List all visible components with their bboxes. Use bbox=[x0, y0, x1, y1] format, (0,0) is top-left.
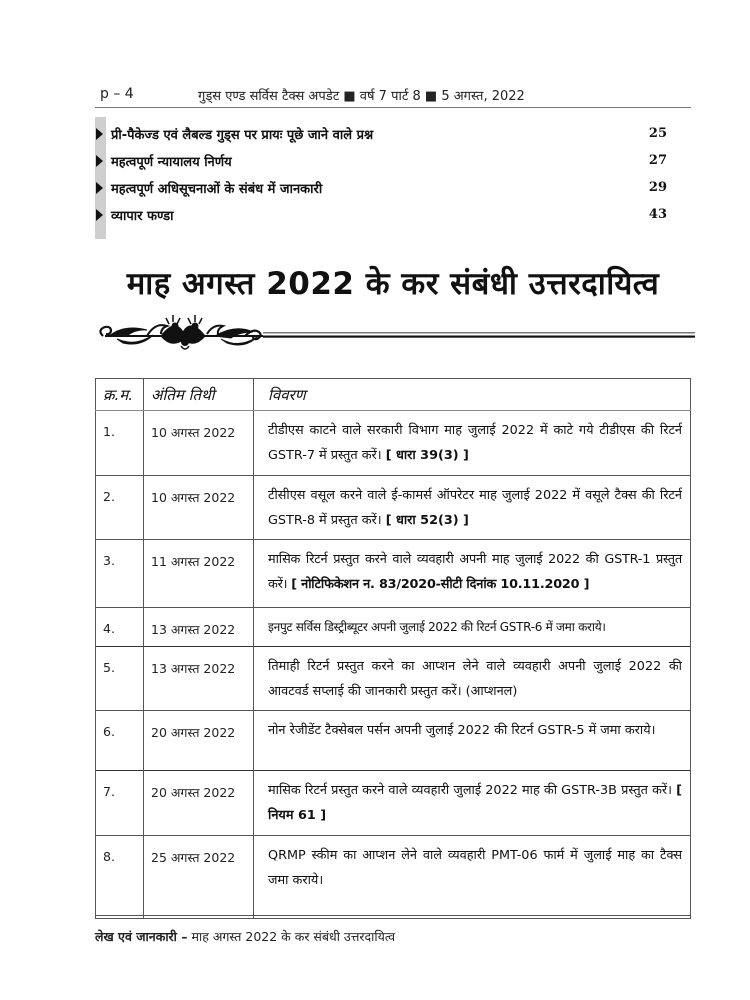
footer-section: लेख एवं जानकारी – bbox=[95, 929, 188, 944]
row-serial: 5. bbox=[96, 647, 144, 711]
row-date: 11 अगस्त 2022 bbox=[144, 540, 254, 608]
row-serial: 4. bbox=[96, 608, 144, 647]
row-reference: [ धारा 52(3) ] bbox=[385, 513, 469, 528]
row-date: 13 अगस्त 2022 bbox=[144, 608, 254, 647]
contents-item-label: महत्वपूर्ण न्यायालय निर्णय bbox=[111, 154, 232, 170]
row-date: 13 अगस्त 2022 bbox=[144, 647, 254, 711]
column-header-details: विवरण bbox=[254, 379, 691, 411]
triangle-right-icon bbox=[96, 155, 103, 167]
contents-item-page: 43 bbox=[648, 207, 667, 222]
table-row bbox=[96, 771, 691, 836]
contents-item[interactable] bbox=[95, 147, 667, 174]
ornamental-divider-icon bbox=[95, 312, 695, 356]
contents-item-label: प्री-पैकेज्ड एवं लैबल्ड गुड्स पर प्रायः पूछे जाने वाले प्रश्न bbox=[111, 127, 374, 143]
triangle-right-icon bbox=[96, 182, 103, 194]
row-date: 25 अगस्त 2022 bbox=[144, 836, 254, 919]
table-row bbox=[96, 411, 691, 476]
contents-item[interactable] bbox=[95, 174, 667, 201]
contents-list bbox=[95, 120, 667, 228]
triangle-right-icon bbox=[96, 209, 103, 221]
contents-item-page: 25 bbox=[648, 126, 667, 141]
column-header-serial: क्र.म. bbox=[96, 379, 144, 411]
contents-item-page: 29 bbox=[648, 180, 667, 195]
footer-title: माह अगस्त 2022 के कर संबंधी उत्तरदायित्व bbox=[191, 929, 396, 944]
row-date: 10 अगस्त 2022 bbox=[144, 476, 254, 540]
row-description: मासिक रिटर्न प्रस्तुत करने वाले व्यवहारी जुलाई 2022 माह की GSTR-3B प्रस्तुत करें। [ नियम 61 ] bbox=[254, 771, 691, 836]
row-date: 20 अगस्त 2022 bbox=[144, 771, 254, 836]
row-description: टीडीएस काटने वाले सरकारी विभाग माह जुलाई 2022 में काटे गये टीडीएस की रिटर्न GSTR-7 में प्रस्तुत करें। [ धारा 39(3) ] bbox=[254, 411, 691, 476]
row-serial: 7. bbox=[96, 771, 144, 836]
tax-duties-table bbox=[95, 378, 691, 919]
row-description: टीसीएस वसूल करने वाले ई-कामर्स ऑपरेटर माह जुलाई 2022 में वसूले टैक्स की रिटर्न GSTR-8 में प्रस्तुत करें। [ धारा 52(3) ] bbox=[254, 476, 691, 540]
table-row bbox=[96, 647, 691, 711]
table-header-row bbox=[96, 379, 691, 411]
publication-header: गुड्स एण्ड सर्विस टैक्स अपडेट ■ वर्ष 7 पार्ट 8 ■ 5 अगस्त, 2022 bbox=[198, 89, 525, 104]
column-header-last-date: अंतिम तिथी bbox=[144, 379, 254, 411]
contents-item[interactable] bbox=[95, 120, 667, 147]
row-description: नोन रेजीडेंट टैक्सेबल पर्सन अपनी जुलाई 2022 की रिटर्न GSTR-5 में जमा कराये। bbox=[254, 711, 691, 771]
row-date: 20 अगस्त 2022 bbox=[144, 711, 254, 771]
row-serial: 2. bbox=[96, 476, 144, 540]
row-reference: [ धारा 39(3) ] bbox=[385, 448, 469, 463]
triangle-right-icon bbox=[96, 128, 103, 140]
row-reference: [ नियम 61 ] bbox=[268, 783, 682, 823]
header-divider bbox=[95, 107, 691, 108]
footer-divider bbox=[95, 915, 691, 916]
table-row bbox=[96, 476, 691, 540]
table-row bbox=[96, 540, 691, 608]
row-description: इनपुट सर्विस डिस्ट्रीब्यूटर अपनी जुलाई 2022 की रिटर्न GSTR-6 में जमा कराये। bbox=[254, 608, 691, 647]
footer-caption bbox=[95, 928, 395, 945]
page-title: माह अगस्त 2022 के कर संबंधी उत्तरदायित्व bbox=[126, 266, 660, 302]
row-serial: 8. bbox=[96, 836, 144, 919]
row-description: मासिक रिटर्न प्रस्तुत करने वाले व्यवहारी अपनी माह जुलाई 2022 की GSTR-1 प्रस्तुत करें। [ नोटिफिकेशन न. 83/2020-सीटी दिनांक 10.11.2020 ] bbox=[254, 540, 691, 608]
row-serial: 3. bbox=[96, 540, 144, 608]
row-date: 10 अगस्त 2022 bbox=[144, 411, 254, 476]
table-row bbox=[96, 836, 691, 919]
table-row bbox=[96, 711, 691, 771]
contents-item-label: व्यापार फण्डा bbox=[111, 208, 174, 224]
contents-item-label: महत्वपूर्ण अधिसूचनाओं के संबंध में जानकारी bbox=[111, 181, 323, 197]
row-serial: 1. bbox=[96, 411, 144, 476]
contents-item[interactable] bbox=[95, 201, 667, 228]
table-row bbox=[96, 608, 691, 647]
row-description: तिमाही रिटर्न प्रस्तुत करने का आप्शन लेने वाले व्यवहारी अपनी जुलाई 2022 की आवटवर्ड सप्लाई की जानकारी प्रस्तुत करें। (आप्शनल) bbox=[254, 647, 691, 711]
row-reference: [ नोटिफिकेशन न. 83/2020-सीटी दिनांक 10.11.2020 ] bbox=[291, 577, 590, 592]
page-number: p – 4 bbox=[100, 86, 134, 102]
contents-item-page: 27 bbox=[648, 153, 667, 168]
row-serial: 6. bbox=[96, 711, 144, 771]
row-description: QRMP स्कीम का आप्शन लेने वाले व्यवहारी PMT-06 फार्म में जुलाई माह का टैक्स जमा कराये। bbox=[254, 836, 691, 919]
